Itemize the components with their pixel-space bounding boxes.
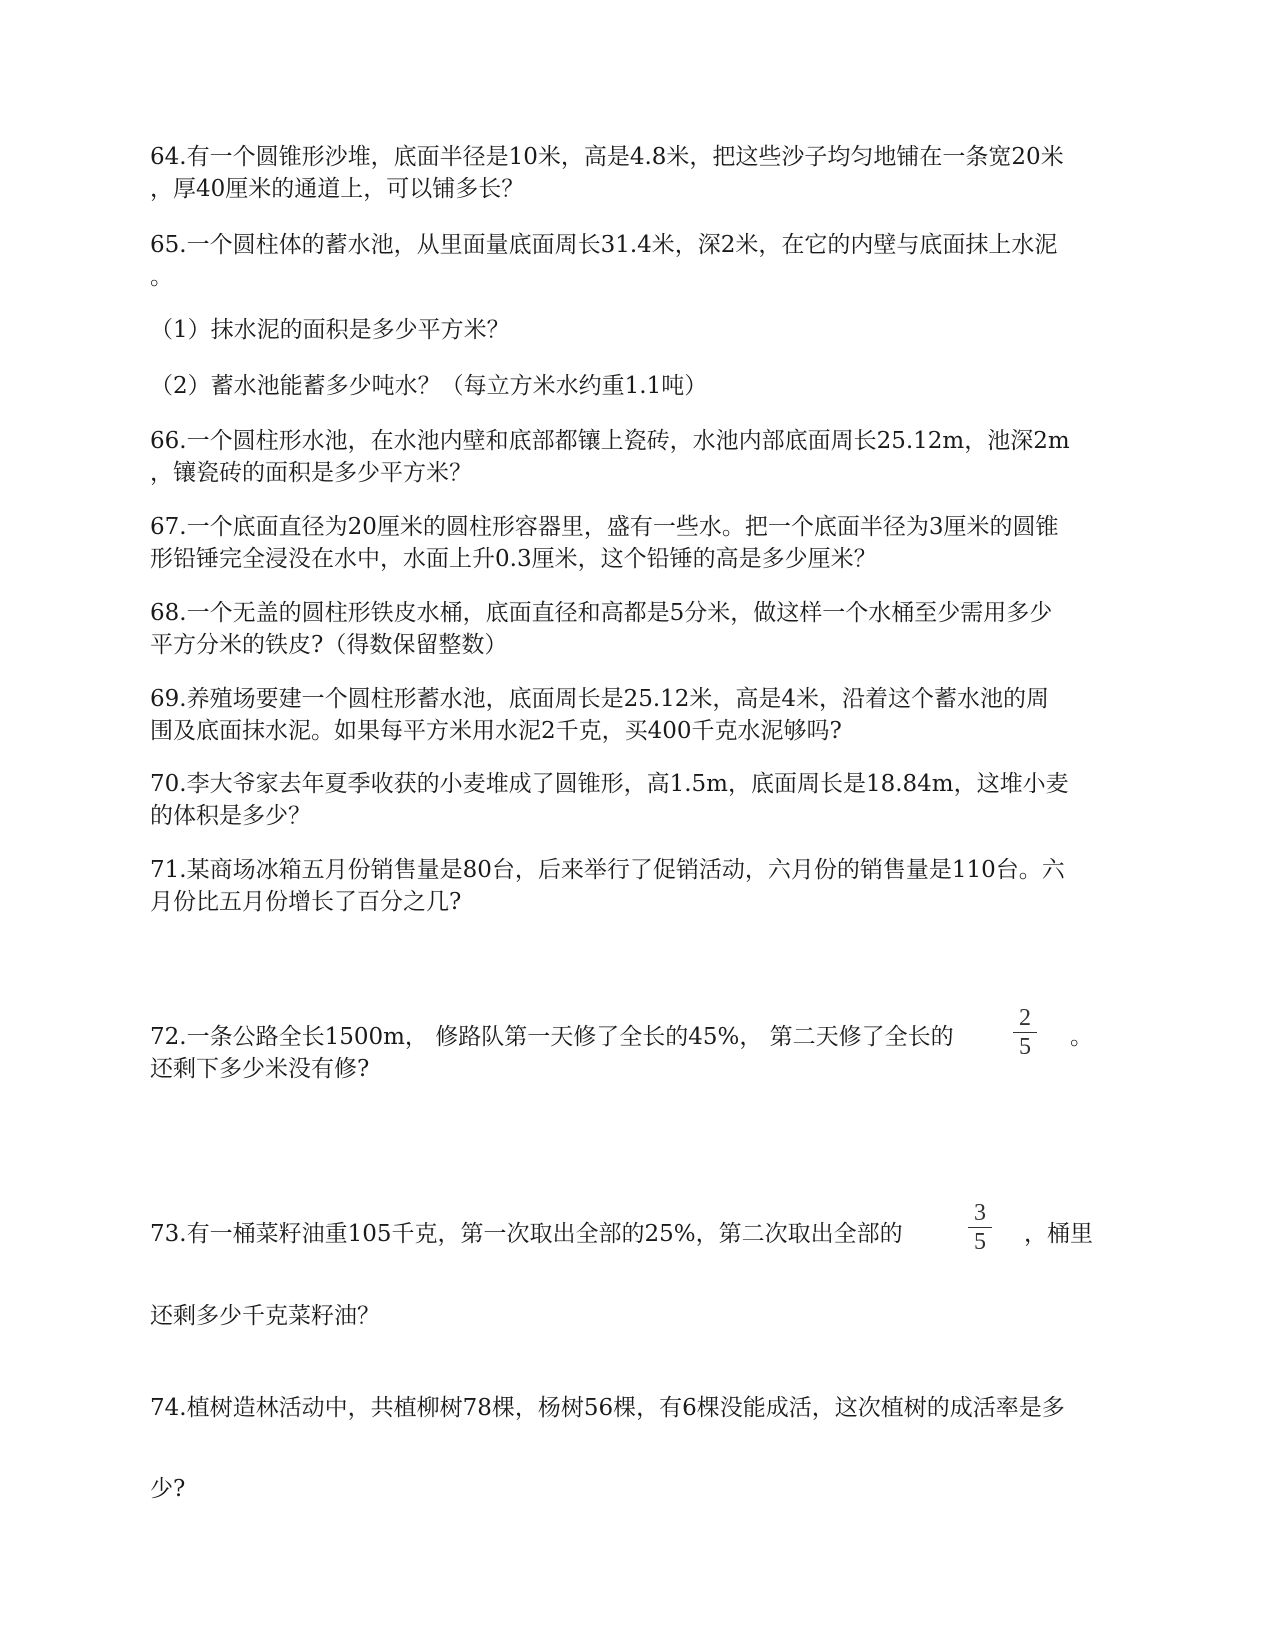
q73-tail: ，桶里 xyxy=(1024,1221,1093,1247)
q73-fraction xyxy=(965,1200,995,1255)
q72-tail: 。 xyxy=(1070,1024,1093,1050)
q66-line2: ，镶瓷砖的面积是多少平方米？ xyxy=(150,460,472,486)
q73-fraction-denominator: 5 xyxy=(974,1229,986,1255)
q72-fraction-denominator: 5 xyxy=(1019,1034,1031,1060)
q69-line2: 围及底面抹水泥。如果每平方米用水泥2千克，买400千克水泥够吗? xyxy=(150,718,842,744)
q69-line1: 69.养殖场要建一个圆柱形蓄水池，底面周长是25.12米，高是4米，沿着这个蓄水池的周 xyxy=(150,686,1050,712)
q74-line1: 74.植树造林活动中，共植柳树78棵，杨树56棵，有6棵没能成活，这次植树的成活率是多 xyxy=(150,1395,1065,1421)
q65-line2: 。 xyxy=(150,264,173,290)
q64-line2: ，厚40厘米的通道上，可以铺多长？ xyxy=(150,176,525,202)
q72-line2: 还剩下多少米没有修? xyxy=(150,1056,370,1082)
q71-line1: 71.某商场冰箱五月份销售量是80台，后来举行了促销活动，六月份的销售量是110台。六 xyxy=(150,857,1065,883)
q71-line2: 月份比五月份增长了百分之几? xyxy=(150,889,462,915)
q65-sub2: （2）蓄水池能蓄多少吨水？（每立方米水约重1.1吨） xyxy=(150,373,708,399)
q65-sub1: （1）抹水泥的面积是多少平方米？ xyxy=(150,317,510,343)
q65-line1: 65.一个圆柱体的蓄水池，从里面量底面周长31.4米，深2米，在它的内壁与底面抹上水泥 xyxy=(150,232,1058,258)
q66-line1: 66.一个圆柱形水池，在水池内壁和底部都镶上瓷砖，水池内部底面周长25.12m，池深2m xyxy=(150,428,1070,454)
q67-line1: 67.一个底面直径为20厘米的圆柱形容器里，盛有一些水。把一个底面半径为3厘米的圆锥 xyxy=(150,514,1059,540)
q64-line1: 64.有一个圆锥形沙堆，底面半径是10米，高是4.8米，把这些沙子均匀地铺在一条宽20米 xyxy=(150,144,1064,170)
q70-line1: 70.李大爷家去年夏季收获的小麦堆成了圆锥形，高1.5m，底面周长是18.84m，这堆小麦 xyxy=(150,771,1069,797)
q72-fraction xyxy=(1010,1005,1040,1060)
q72-line1: 72.一条公路全长1500m， 修路队第一天修了全长的45%， 第二天修了全长的 xyxy=(150,1024,954,1050)
q72-fraction-numerator: 2 xyxy=(1019,1005,1031,1031)
q68-line2: 平方分米的铁皮?（得数保留整数） xyxy=(150,632,508,658)
q67-line2: 形铅锤完全浸没在水中，水面上升0.3厘米，这个铅锤的高是多少厘米？ xyxy=(150,546,877,572)
q73-fraction-numerator: 3 xyxy=(974,1200,986,1226)
q70-line2: 的体积是多少？ xyxy=(150,803,311,829)
q73-fraction-bar xyxy=(968,1227,992,1228)
q73-line1: 73.有一桶菜籽油重105千克，第一次取出全部的25%，第二次取出全部的 xyxy=(150,1221,903,1247)
q74-line2: 少? xyxy=(150,1476,186,1502)
q68-line1: 68.一个无盖的圆柱形铁皮水桶，底面直径和高都是5分米，做这样一个水桶至少需用多少 xyxy=(150,600,1053,626)
q73-line2: 还剩多少千克菜籽油？ xyxy=(150,1303,380,1329)
q72-fraction-bar xyxy=(1013,1032,1037,1033)
